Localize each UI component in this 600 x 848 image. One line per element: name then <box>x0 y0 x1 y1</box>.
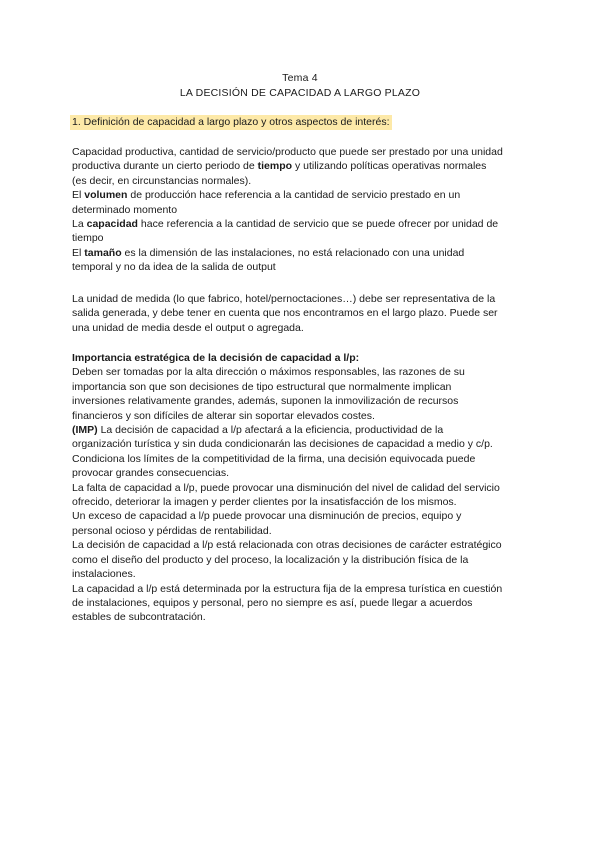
text-line: tiempo <box>72 232 104 245</box>
highlighted-section-heading: 1. Definición de capacidad a largo plazo y otros aspectos de interés: <box>72 116 390 128</box>
section-heading <box>70 116 392 128</box>
text-line: (es decir, en circunstancias normales). <box>72 174 252 187</box>
text-line: (IMP) La decisión de capacidad a l/p afectará a la eficiencia, productividad de la <box>72 424 444 437</box>
importance-section <box>72 351 532 625</box>
term-capacidad: capacidad <box>86 218 138 231</box>
measure-unit-paragraph <box>72 292 532 335</box>
text-line: El volumen de producción hace referencia a la cantidad de servicio prestado en un <box>72 189 461 202</box>
text-line: determinado momento <box>72 203 178 216</box>
text-line: La decisión de capacidad a l/p está relacionada con otras decisiones de carácter estratégico <box>72 539 502 552</box>
text-line: productiva durante un cierto periodo de tiempo y utilizando políticas operativas normales <box>72 160 487 173</box>
text-line: La falta de capacidad a l/p, puede provocar una disminución del nivel de calidad del servicio <box>72 481 500 494</box>
text-line: salida generada, y debe tener en cuenta que nos encontramos en el largo plazo. Puede ser <box>72 307 498 320</box>
text-line: El tamaño es la dimensión de las instalaciones, no está relacionado con una unidad <box>72 246 465 259</box>
term-tamano: tamaño <box>84 246 122 259</box>
text-line: estables de subcontratación. <box>72 611 206 624</box>
term-tiempo: tiempo <box>257 160 293 173</box>
text-line: financieros y son difíciles de alterar sin soportar elevados costes. <box>72 409 375 422</box>
text-line: La capacidad a l/p está determinada por la estructura fija de la empresa turística en cuestión <box>72 582 503 595</box>
text-line: Capacidad productiva, cantidad de servicio/producto que puede ser prestado por una unidad <box>72 146 503 158</box>
term-volumen: volumen <box>84 189 128 202</box>
definitions-block <box>72 145 532 275</box>
text-line: como el diseño del producto y del proceso, la localización y la distribución física de la <box>72 553 469 566</box>
imp-marker: (IMP) <box>72 424 98 437</box>
text-line: Deben ser tomadas por la alta dirección o máximos responsables, las razones de su <box>72 366 465 379</box>
text-line: importancia son que son decisiones de tipo estructural que normalmente implican <box>72 380 452 393</box>
text-line: Un exceso de capacidad a l/p puede provocar una disminución de precios, equipo y <box>72 510 462 523</box>
text-line: Condiciona los límites de la competitividad de la firma, una decisión equivocada puede <box>72 452 476 465</box>
text-line: ofrecido, deteriorar la imagen y perder clientes por la insatisfacción de los mismos. <box>72 496 457 509</box>
text-line: una unidad de media desde el output o agregada. <box>72 321 304 334</box>
text-line: provocar grandes consecuencias. <box>72 467 230 480</box>
text-line: organización turística y sin duda condicionarán las decisiones de capacidad a medio y c/p. <box>72 438 493 451</box>
text-line: temporal y no da idea de la salida de output <box>72 261 276 274</box>
text-line: instalaciones. <box>72 568 136 581</box>
importance-heading: Importancia estratégica de la decisión de capacidad a l/p: <box>72 352 360 364</box>
topic-label: Tema 4 <box>282 72 318 84</box>
text-line: La unidad de medida (lo que fabrico, hotel/pernoctaciones…) debe ser representativa de la <box>72 293 496 305</box>
text-line: de instalaciones, equipos y personal, pero no siempre es así, puede llegar a acuerdos <box>72 596 473 609</box>
text-line: personal ocioso y pérdidas de rentabilidad. <box>72 524 272 537</box>
document-title: LA DECISIÓN DE CAPACIDAD A LARGO PLAZO <box>179 87 421 99</box>
text-line: inversiones relativamente grandes, además, suponen la inmovilización de recursos <box>72 395 459 408</box>
text-line: La capacidad hace referencia a la cantidad de servicio que se puede ofrecer por unidad de <box>72 218 499 231</box>
